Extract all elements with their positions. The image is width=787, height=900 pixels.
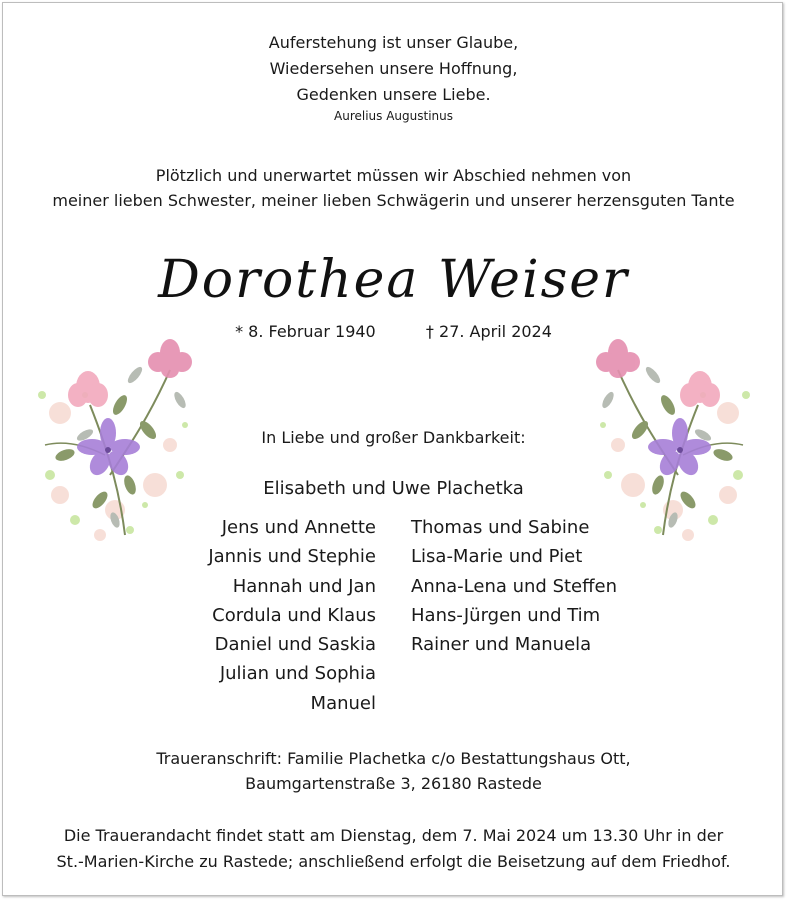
mourner-name: Rainer und Manuela	[411, 634, 592, 656]
service-info	[0, 823, 787, 875]
address-line: Baumgartenstraße 3, 26180 Rastede	[245, 774, 542, 793]
quote-author: Aurelius Augustinus	[334, 109, 453, 123]
mourner-name: Daniel und Saskia	[214, 634, 376, 656]
mourner-name: Cordula und Klaus	[212, 604, 376, 626]
quote-line: Auferstehung ist unser Glaube,	[268, 33, 519, 52]
mourner-name: Manuel	[310, 692, 376, 714]
mourner-name: Anna-Lena und Steffen	[411, 575, 618, 597]
mourner-name: Hannah und Jan	[232, 575, 376, 597]
birth-date: * 8. Februar 1940	[235, 322, 376, 341]
mourner-name: Julian und Sophia	[219, 663, 376, 685]
mourners-left-column	[208, 513, 376, 718]
death-date: † 27. April 2024	[425, 322, 552, 341]
mourner-name: Hans-Jürgen und Tim	[411, 604, 601, 626]
mourner-name: Lisa-Marie und Piet	[411, 546, 583, 568]
mourner-name: Jens und Annette	[221, 517, 376, 538]
mourner-name: Thomas und Sabine	[411, 517, 590, 538]
service-line: St.-Marien-Kirche zu Rastede; anschließend erfolgt die Beisetzung auf dem Friedhof.	[56, 852, 731, 871]
mourners-right-column	[411, 513, 617, 659]
mourning-address	[0, 746, 787, 796]
quote-line: Gedenken unsere Liebe.	[296, 85, 491, 104]
quote	[0, 30, 787, 108]
intro-line: meiner lieben Schwester, meiner lieben Schwägerin und unserer herzensguten Tante	[52, 191, 735, 210]
address-line: Traueranschrift: Familie Plachetka c/o Bestattungshaus Ott,	[156, 749, 631, 768]
quote-line: Wiedersehen unsere Hoffnung,	[269, 59, 518, 78]
intro-text	[0, 163, 787, 213]
deceased-name: Dorothea Weiser	[158, 250, 629, 310]
mourner-name: Jannis und Stephie	[208, 546, 376, 568]
service-line: Die Trauerandacht findet statt am Dienstag, dem 7. Mai 2024 um 13.30 Uhr in der	[63, 826, 724, 845]
mourners-heading: In Liebe und großer Dankbarkeit:	[261, 428, 526, 447]
intro-line: Plötzlich und unerwartet müssen wir Abschied nehmen von	[155, 166, 632, 185]
primary-mourners: Elisabeth und Uwe Plachetka	[263, 478, 524, 499]
